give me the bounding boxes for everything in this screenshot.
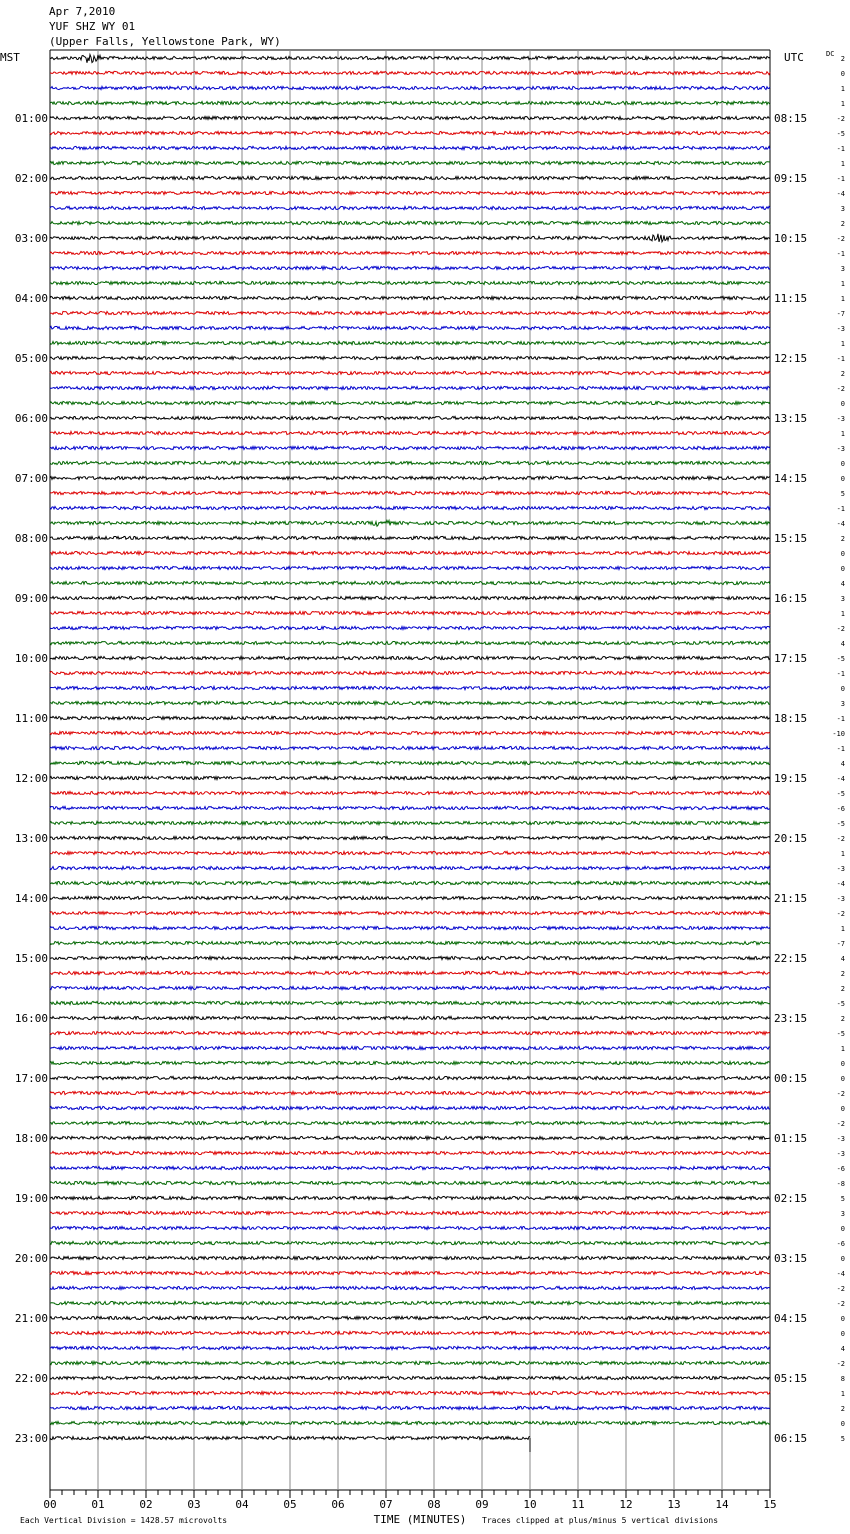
dc-offset-value: 3 (840, 595, 845, 603)
utc-hour-label: 16:15 (774, 592, 808, 605)
seismic-trace (50, 536, 770, 539)
seismic-trace (50, 161, 770, 164)
seismic-trace (50, 1136, 770, 1139)
seismic-trace (50, 986, 770, 989)
seismic-trace (50, 1376, 770, 1379)
dc-offset-value: 2 (840, 55, 845, 63)
dc-offset-value: -3 (836, 1135, 845, 1143)
dc-offset-value: -1 (836, 175, 845, 183)
x-tick-label: 05 (283, 1498, 297, 1511)
mst-hour-label: 02:00 (14, 172, 48, 185)
dc-offset-value: -2 (836, 385, 845, 393)
seismic-trace (50, 520, 770, 526)
dc-offset-value: 4 (840, 955, 845, 963)
seismic-trace (50, 431, 770, 434)
utc-hour-label: 21:15 (774, 892, 808, 905)
dc-offset-value: -2 (836, 625, 845, 633)
x-tick-label: 04 (235, 1498, 249, 1511)
seismic-trace (50, 761, 770, 764)
utc-hour-label: 10:15 (774, 232, 808, 245)
dc-offset-value: 0 (840, 1255, 845, 1263)
utc-hour-label: 22:15 (774, 952, 808, 965)
mst-hour-label: 12:00 (14, 772, 48, 785)
mst-hour-label: 04:00 (14, 292, 48, 305)
seismic-trace (50, 341, 770, 344)
seismic-trace (50, 221, 770, 224)
dc-offset-value: 4 (840, 640, 845, 648)
seismic-trace (50, 281, 770, 284)
dc-offset-value: 5 (840, 490, 845, 498)
seismic-trace (50, 356, 770, 359)
dc-offset-value: 2 (840, 1015, 845, 1023)
mst-hour-label: 19:00 (14, 1192, 48, 1205)
dc-offset-value: -4 (836, 1270, 845, 1278)
dc-offset-value: -3 (836, 895, 845, 903)
mst-hour-label: 18:00 (14, 1132, 48, 1145)
seismic-trace (50, 1166, 770, 1169)
seismic-trace (50, 1031, 770, 1034)
mst-hour-label: 13:00 (14, 832, 48, 845)
seismic-trace (50, 956, 770, 959)
seismic-trace (50, 1286, 770, 1289)
location-label: (Upper Falls, Yellowstone Park, WY) (49, 35, 281, 48)
seismic-trace (50, 686, 770, 689)
seismic-trace (50, 1001, 770, 1004)
dc-offset-value: 4 (840, 1345, 845, 1353)
seismic-trace (50, 716, 770, 719)
seismic-trace (50, 566, 770, 569)
seismic-trace (50, 234, 770, 242)
seismic-trace (50, 491, 770, 494)
x-tick-label: 12 (619, 1498, 633, 1511)
seismic-trace (50, 911, 770, 914)
seismic-trace (50, 71, 770, 74)
seismic-trace (50, 1421, 770, 1424)
seismic-trace (50, 1226, 770, 1229)
x-tick-label: 10 (523, 1498, 537, 1511)
dc-offset-value: -5 (836, 790, 845, 798)
seismic-trace (50, 596, 770, 599)
seismic-trace (50, 461, 770, 464)
seismic-trace (50, 1361, 770, 1364)
seismic-trace (50, 926, 770, 929)
dc-offset-value: -4 (836, 775, 845, 783)
dc-offset-value: 3 (840, 265, 845, 273)
dc-offset-value: -8 (836, 1180, 845, 1188)
dc-offset-value: -1 (836, 715, 845, 723)
dc-offset-value: 0 (840, 1225, 845, 1233)
seismic-trace (50, 206, 770, 209)
dc-offset-value: 5 (840, 1435, 845, 1443)
dc-offset-value: 0 (840, 565, 845, 573)
x-tick-label: 03 (187, 1498, 201, 1511)
seismic-trace (50, 581, 770, 584)
seismic-trace (50, 116, 770, 119)
utc-hour-label: 00:15 (774, 1072, 808, 1085)
seismic-trace (50, 701, 770, 704)
mst-hour-label: 01:00 (14, 112, 48, 125)
dc-offset-value: -7 (836, 310, 845, 318)
dc-offset-value: 0 (840, 1075, 845, 1083)
x-tick-label: 01 (91, 1498, 105, 1511)
x-tick-label: 00 (43, 1498, 57, 1511)
utc-hour-label: 17:15 (774, 652, 808, 665)
seismic-trace (50, 626, 770, 629)
dc-offset-value: 0 (840, 1060, 845, 1068)
utc-hour-label: 05:15 (774, 1372, 808, 1385)
dc-offset-value: 1 (840, 1390, 845, 1398)
seismic-trace (50, 1211, 770, 1214)
dc-label: DC (826, 50, 835, 58)
dc-offset-value: 8 (840, 1375, 845, 1383)
seismic-trace (50, 55, 770, 63)
dc-offset-value: 1 (840, 430, 845, 438)
dc-offset-value: 4 (840, 760, 845, 768)
utc-hour-label: 18:15 (774, 712, 808, 725)
seismic-trace (50, 1091, 770, 1094)
utc-hour-label: 08:15 (774, 112, 808, 125)
seismic-trace (50, 1271, 770, 1274)
utc-hour-label: 02:15 (774, 1192, 808, 1205)
dc-offset-value: -2 (836, 115, 845, 123)
x-tick-label: 11 (571, 1498, 585, 1511)
seismic-trace (50, 776, 770, 779)
dc-offset-value: -2 (836, 1285, 845, 1293)
dc-offset-value: -5 (836, 655, 845, 663)
dc-offset-value: 1 (840, 340, 845, 348)
mst-hour-label: 09:00 (14, 592, 48, 605)
dc-offset-value: 0 (840, 1330, 845, 1338)
date-label: Apr 7,2010 (49, 5, 116, 18)
mst-hour-label: 20:00 (14, 1252, 48, 1265)
dc-offset-value: -2 (836, 910, 845, 918)
seismic-trace (50, 326, 770, 329)
seismic-trace (50, 311, 770, 314)
dc-offset-value: 2 (840, 220, 845, 228)
seismic-trace (50, 251, 770, 254)
dc-offset-value: -3 (836, 325, 845, 333)
seismic-trace (50, 1256, 770, 1259)
mst-label: MST (0, 51, 20, 64)
x-tick-label: 14 (715, 1498, 729, 1511)
seismic-trace (50, 611, 770, 614)
dc-offset-value: -5 (836, 130, 845, 138)
dc-offset-value: -3 (836, 415, 845, 423)
seismic-trace (50, 86, 770, 89)
scale-note: Each Vertical Division = 1428.57 microvolts (20, 1516, 228, 1525)
dc-offset-value: -4 (836, 190, 845, 198)
utc-hour-label: 15:15 (774, 532, 808, 545)
dc-offset-value: -5 (836, 1030, 845, 1038)
seismic-trace (50, 1151, 770, 1154)
dc-offset-value: 1 (840, 295, 845, 303)
mst-hour-label: 22:00 (14, 1372, 48, 1385)
seismic-trace (50, 551, 770, 554)
dc-offset-value: -1 (836, 355, 845, 363)
utc-hour-label: 12:15 (774, 352, 808, 365)
mst-hour-label: 06:00 (14, 412, 48, 425)
dc-offset-value: 1 (840, 610, 845, 618)
seismic-trace (50, 371, 770, 374)
seismic-trace (50, 971, 770, 974)
mst-hour-label: 15:00 (14, 952, 48, 965)
dc-offset-value: 0 (840, 685, 845, 693)
seismic-trace (50, 176, 770, 179)
mst-hour-label: 11:00 (14, 712, 48, 725)
dc-offset-value: 0 (840, 1105, 845, 1113)
seismic-trace (50, 1181, 770, 1184)
seismic-trace (50, 1331, 770, 1334)
dc-offset-value: -1 (836, 250, 845, 258)
dc-offset-value: -6 (836, 1165, 845, 1173)
dc-offset-value: -1 (836, 145, 845, 153)
seismic-trace (50, 1301, 770, 1304)
mst-hour-label: 14:00 (14, 892, 48, 905)
seismic-trace (50, 791, 770, 794)
seismic-trace (50, 476, 770, 479)
x-tick-label: 02 (139, 1498, 153, 1511)
dc-offset-value: -3 (836, 445, 845, 453)
dc-offset-value: -2 (836, 235, 845, 243)
seismic-trace (50, 446, 770, 449)
dc-offset-value: -6 (836, 1240, 845, 1248)
seismic-trace (50, 821, 770, 824)
dc-offset-value: -1 (836, 505, 845, 513)
seismic-trace (50, 1016, 770, 1019)
seismic-trace (50, 641, 770, 644)
dc-offset-value: -2 (836, 1120, 845, 1128)
dc-offset-value: 3 (840, 700, 845, 708)
seismic-trace (50, 266, 770, 269)
utc-hour-label: 03:15 (774, 1252, 808, 1265)
dc-offset-value: 2 (840, 535, 845, 543)
x-tick-label: 08 (427, 1498, 441, 1511)
seismic-trace (50, 191, 770, 194)
seismic-trace (50, 386, 770, 389)
dc-offset-value: -1 (836, 745, 845, 753)
dc-offset-value: -5 (836, 1000, 845, 1008)
dc-offset-value: 1 (840, 160, 845, 168)
dc-offset-value: 0 (840, 1420, 845, 1428)
mst-hour-label: 07:00 (14, 472, 48, 485)
mst-hour-label: 21:00 (14, 1312, 48, 1325)
seismic-trace (50, 731, 770, 734)
mst-hour-label: 08:00 (14, 532, 48, 545)
dc-offset-value: -2 (836, 1090, 845, 1098)
seismic-trace (50, 1196, 770, 1199)
dc-offset-value: -3 (836, 865, 845, 873)
dc-offset-value: 1 (840, 100, 845, 108)
utc-hour-label: 23:15 (774, 1012, 808, 1025)
dc-offset-value: -3 (836, 1150, 845, 1158)
seismic-trace (50, 671, 770, 674)
dc-offset-value: 1 (840, 280, 845, 288)
x-tick-label: 15 (763, 1498, 777, 1511)
seismic-trace (50, 1061, 770, 1064)
clip-note: Traces clipped at plus/minus 5 vertical divisions (482, 1516, 719, 1525)
seismic-trace (50, 896, 770, 899)
seismic-trace (50, 1076, 770, 1079)
dc-offset-value: 1 (840, 1045, 845, 1053)
dc-offset-value: -10 (832, 730, 845, 738)
dc-offset-value: 0 (840, 460, 845, 468)
seismic-trace (50, 851, 770, 854)
dc-offset-value: -4 (836, 880, 845, 888)
mst-hour-label: 17:00 (14, 1072, 48, 1085)
dc-offset-value: 0 (840, 550, 845, 558)
dc-offset-value: 5 (840, 1195, 845, 1203)
seismic-trace (50, 416, 770, 419)
seismic-trace (50, 1121, 770, 1124)
seismic-trace (50, 506, 770, 509)
mst-hour-label: 10:00 (14, 652, 48, 665)
seismic-trace (50, 1406, 770, 1409)
utc-hour-label: 04:15 (774, 1312, 808, 1325)
dc-offset-value: -2 (836, 1360, 845, 1368)
dc-offset-value: 2 (840, 370, 845, 378)
seismic-trace (50, 746, 770, 749)
mst-hour-label: 03:00 (14, 232, 48, 245)
utc-label: UTC (784, 51, 804, 64)
mst-hour-label: 23:00 (14, 1432, 48, 1445)
seismic-trace (50, 866, 770, 869)
dc-offset-value: 0 (840, 475, 845, 483)
x-axis-title: TIME (MINUTES) (373, 1513, 467, 1526)
dc-offset-value: 1 (840, 85, 845, 93)
dc-offset-value: 4 (840, 580, 845, 588)
dc-offset-value: 1 (840, 925, 845, 933)
dc-offset-value: -5 (836, 820, 845, 828)
seismic-trace (50, 656, 770, 659)
dc-offset-value: 0 (840, 1315, 845, 1323)
dc-offset-value: -7 (836, 940, 845, 948)
seismic-trace (50, 881, 770, 884)
dc-offset-value: 1 (840, 850, 845, 858)
seismic-trace (50, 101, 770, 104)
dc-offset-value: -2 (836, 1300, 845, 1308)
dc-offset-value: -1 (836, 670, 845, 678)
x-tick-label: 06 (331, 1498, 345, 1511)
seismic-trace (50, 836, 770, 839)
seismic-trace (50, 1106, 770, 1109)
seismic-trace (50, 1046, 770, 1049)
dc-offset-value: 2 (840, 970, 845, 978)
dc-offset-value: 3 (840, 205, 845, 213)
seismic-trace (50, 146, 770, 149)
dc-offset-value: -2 (836, 835, 845, 843)
dc-offset-value: -4 (836, 520, 845, 528)
dc-offset-value: 3 (840, 1210, 845, 1218)
utc-hour-label: 19:15 (774, 772, 808, 785)
utc-hour-label: 09:15 (774, 172, 808, 185)
utc-hour-label: 11:15 (774, 292, 808, 305)
utc-hour-label: 14:15 (774, 472, 808, 485)
seismic-trace (50, 1241, 770, 1244)
utc-hour-label: 13:15 (774, 412, 808, 425)
seismic-trace (50, 131, 770, 134)
utc-hour-label: 20:15 (774, 832, 808, 845)
mst-hour-label: 16:00 (14, 1012, 48, 1025)
x-tick-label: 09 (475, 1498, 489, 1511)
x-tick-label: 07 (379, 1498, 393, 1511)
dc-offset-value: 0 (840, 70, 845, 78)
utc-hour-label: 06:15 (774, 1432, 808, 1445)
seismic-trace (50, 296, 770, 299)
dc-offset-value: 0 (840, 400, 845, 408)
dc-offset-value: -6 (836, 805, 845, 813)
x-tick-label: 13 (667, 1498, 681, 1511)
station-label: YUF SHZ WY 01 (49, 20, 136, 33)
seismic-trace (50, 1391, 770, 1394)
seismic-trace (50, 806, 770, 809)
seismic-trace (50, 941, 770, 944)
seismic-trace (50, 1346, 770, 1349)
seismic-trace (50, 401, 770, 404)
dc-offset-value: 2 (840, 1405, 845, 1413)
mst-hour-label: 05:00 (14, 352, 48, 365)
seismic-trace (50, 1316, 770, 1319)
utc-hour-label: 01:15 (774, 1132, 808, 1145)
dc-offset-value: 2 (840, 985, 845, 993)
